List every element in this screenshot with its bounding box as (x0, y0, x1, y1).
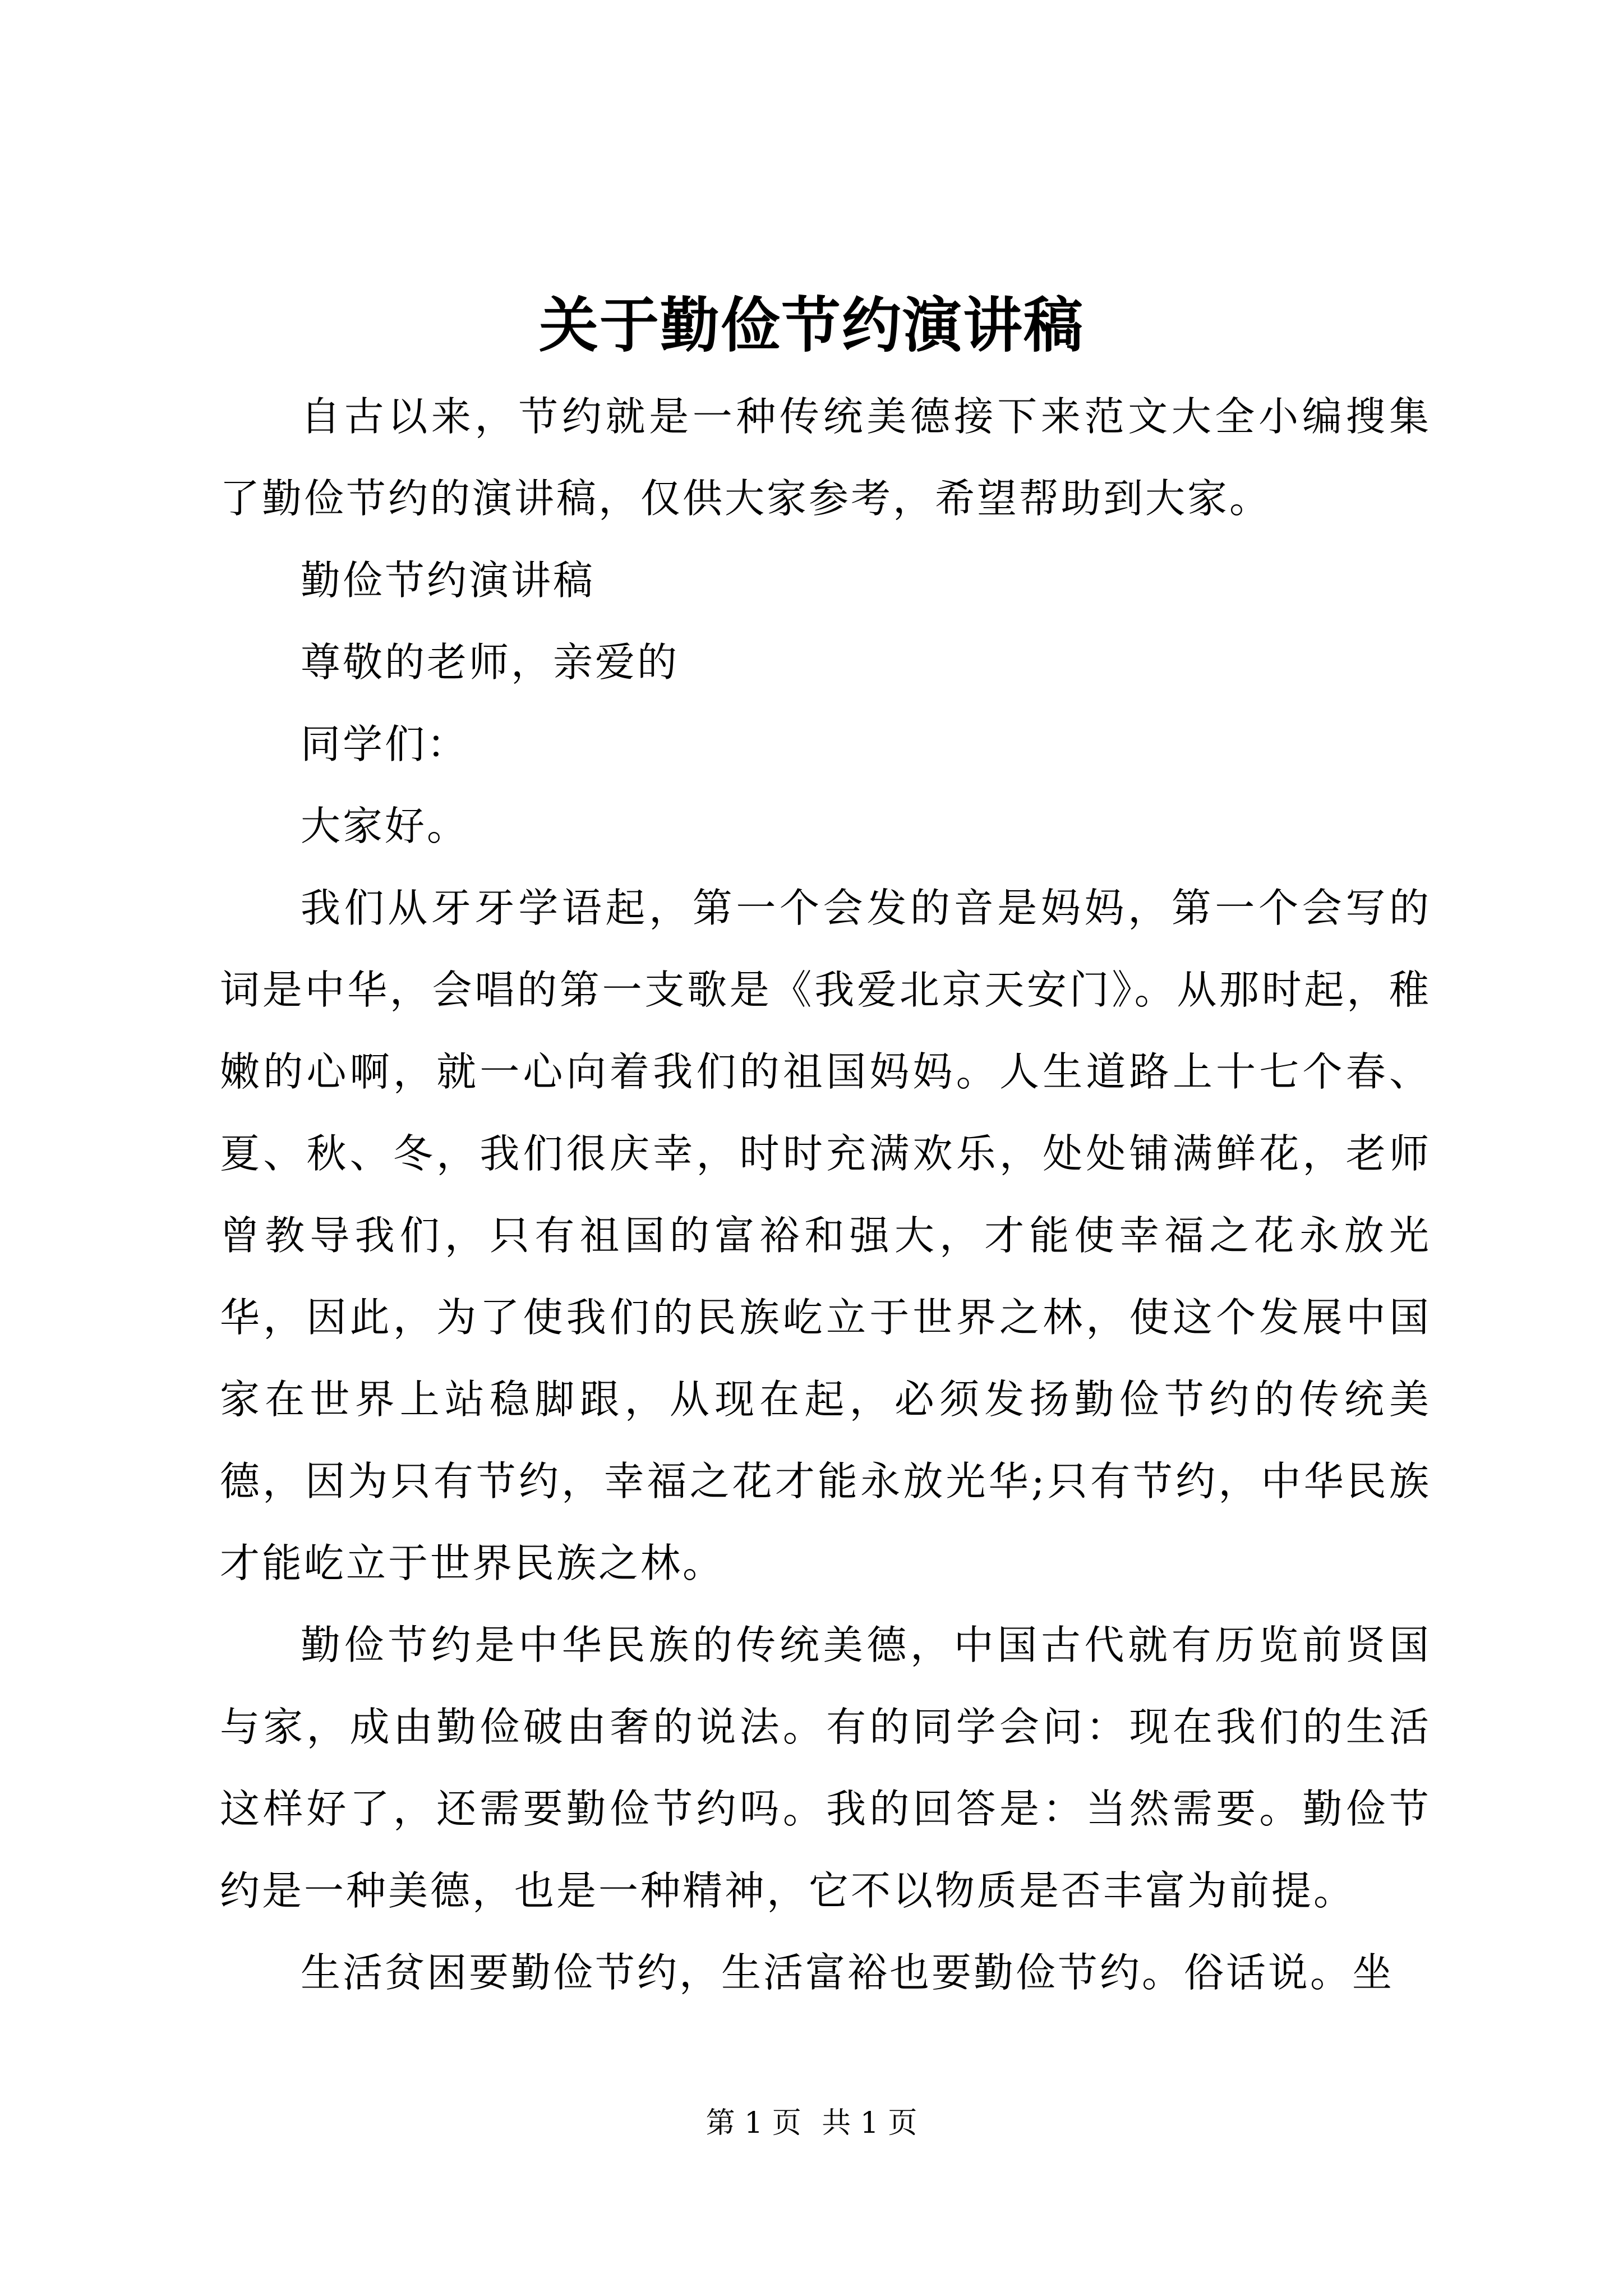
paragraph: 勤俭节约演讲稿 (301, 557, 596, 604)
paragraph: 生活贫困要勤俭节约，生活富裕也要勤俭节约。俗话说。坐 (301, 1949, 1395, 1996)
page-total: 共 1 页 (822, 2106, 917, 2140)
paragraph: 大家好。 (301, 803, 469, 849)
paragraph: 自古以来，节约就是一种传统美德接下来范文大全小编搜集了勤俭节约的演讲稿，仅供大家参考，希望帮助到大家。 (220, 393, 1431, 522)
paragraph: 勤俭节约是中华民族的传统美德，中国古代就有历览前贤国与家，成由勤俭破由奢的说法。有的同学会问：现在我们的生活这样好了，还需要勤俭节约吗。我的回答是：当然需要。勤俭节约是一种美德，也是一种精神，它不以物质是否丰富为前提。 (220, 1622, 1431, 1914)
page-number: 第 1 页 (706, 2106, 801, 2140)
document-title: 关于勤俭节约演讲稿 (539, 290, 1084, 360)
paragraph: 尊敬的老师，亲爱的 (301, 639, 680, 685)
page-footer (0, 2101, 1623, 2146)
paragraph: 我们从牙牙学语起，第一个会发的音是妈妈，第一个会写的词是中华，会唱的第一支歌是《我爱北京天安门》。从那时起，稚嫩的心啊，就一心向着我们的祖国妈妈。人生道路上十七个春、夏、秋、冬，我们很庆幸，时时充满欢乐，处处铺满鲜花，老师曾教导我们，只有祖国的富裕和强大，才能使幸福之花永放光华，因此，为了使我们的民族屹立于世界之林，使这个发展中国家在世界上站稳脚跟，从现在起，必须发扬勤俭节约的传统美德，因为只有节约，幸福之花才能永放光华;只有节约，中华民族才能屹立于世界民族之林。 (220, 885, 1431, 1586)
document-body (220, 376, 1431, 2014)
paragraph: 同学们： (301, 721, 469, 767)
